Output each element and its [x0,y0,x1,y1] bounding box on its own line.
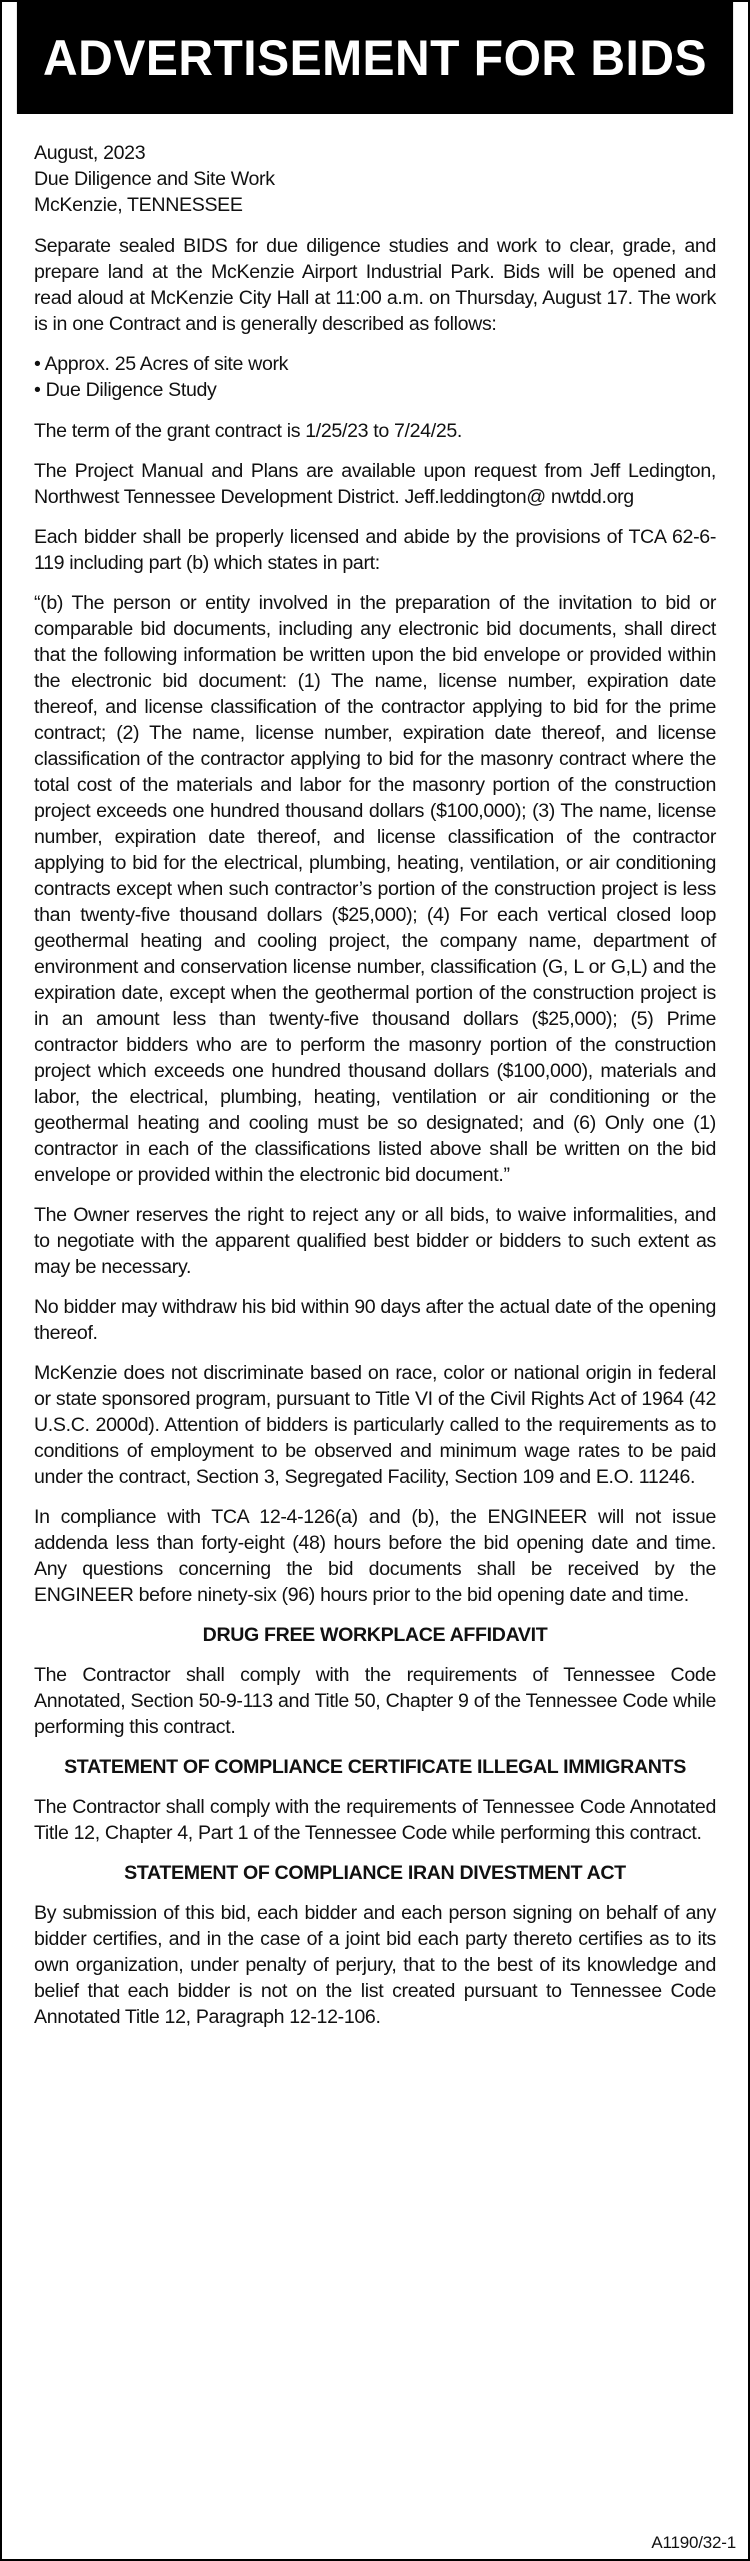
drug-free-heading: DRUG FREE WORKPLACE AFFIDAVIT [202,1624,548,1646]
reference-code: A1190/32-1 [651,2533,736,2552]
drug-free-body: The Contractor shall comply with the requirements of Tennessee Code Annotated, Section 50-9-113 and Title 50, Chapter 9 of the Tennessee Code while performing this contract. [34,1664,716,1738]
immigrants-body: The Contractor shall comply with the requirements of Tennessee Code Annotated Title 12, Chapter 4, Part 1 of the Tennessee Code while performing this contract. [34,1796,716,1844]
scope-item: • Approx. 25 Acres of site work [34,351,716,377]
intro-paragraph: Separate sealed BIDS for due diligence studies and work to clear, grade, and prepare land at the McKenzie Airport Industrial Park. Bids will be opened and read aloud at McKenzie City Hall at 11:00 a.m. on Thursday, August 17. The work is in one Contract and is generally described as follows: [34,235,716,335]
project-manual-paragraph: The Project Manual and Plans are available upon request from Jeff Ledington, Northwest Tennessee Development District. Jeff.leddington@ nwtdd.org [34,460,716,508]
scope-item: • Due Diligence Study [34,377,716,403]
withdrawal-paragraph: No bidder may withdraw his bid within 90 days after the actual date of the opening thereof. [34,1296,716,1344]
term-paragraph: The term of the grant contract is 1/25/23 to 7/24/25. [34,420,463,442]
iran-heading: STATEMENT OF COMPLIANCE IRAN DIVESTMENT ACT [124,1862,626,1884]
iran-body: By submission of this bid, each bidder and each person signing on behalf of any bidder certifies, and in the case of a joint bid each party thereto certifies as to its own organization, under penalty of perjury, that to the best of its knowledge and belief that each bidder is not on the list created pursuant to Tennessee Code Annotated Title 12, Paragraph 12-12-106. [34,1902,716,2028]
licensing-paragraph: Each bidder shall be properly licensed and abide by the provisions of TCA 62-6-119 including part (b) which states in part: [34,526,716,574]
ad-header [34,140,716,218]
scope-list [34,351,716,403]
project-name: Due Diligence and Site Work [34,168,275,190]
addenda-paragraph: In compliance with TCA 12-4-126(a) and (b), the ENGINEER will not issue addenda less than forty-eight (48) hours before the bid opening date and time. Any questions concerning the bid documents shall be received by the ENGINEER before ninety-six (96) hours prior to the bid opening date and time. [34,1506,716,1606]
ad-body [2,114,748,2030]
tca-quote: “(b) The person or entity involved in the preparation of the invitation to bid or comparable bid documents, including any electronic bid documents, shall direct that the following information be written upon the bid envelope or provided within the electronic bid document: (1) The name, license number, expiration date thereof, and license classification of the contractor applying to bid for the prime contract; (2) The name, license number, expiration date thereof, and license classification of the contractor applying to bid for the masonry contract where the total cost of the materials and labor for the masonry portion of the construction project exceeds one hundred thousand dollars ($100,000); (3) The name, license number, expiration date thereof, and license classification of the contractor applying to bid for the electrical, plumbing, heating, ventilation, or air conditioning contracts except when such contractor’s portion of the construction project is less than twenty-five thousand dollars ($25,000); (4) For each vertical closed loop geothermal heating and cooling project, the company name, department of environment and conservation license number, classification (G, L or G,L) and the expiration date, except when the geothermal portion of the construction project is in an amount less than twenty-five thousand dollars ($25,000); (5) Prime contractor bidders who are to perform the masonry portion of the construction project which exceeds one hundred thousand dollars ($100,000), materials and labor, the electrical, plumbing, heating, ventilation or air conditioning or the geothermal heating and cooling must be so designated; and (6) Only one (1) contractor in each of the classifications listed above shall be written on the bid envelope or provided within the electronic bid document.” [34,592,716,1186]
ad-title: ADVERTISEMENT FOR BIDS [17,2,733,114]
project-location: McKenzie, TENNESSEE [34,194,243,216]
owner-rights-paragraph: The Owner reserves the right to reject any or all bids, to waive informalities, and to negotiate with the apparent qualified best bidder or bidders to such extent as may be necessary. [34,1204,716,1278]
nondiscrimination-paragraph: McKenzie does not discriminate based on race, color or national origin in federal or state sponsored program, pursuant to Title VI of the Civil Rights Act of 1964 (42 U.S.C. 2000d). Attention of bidders is particularly called to the requirements as to conditions of employment to be observed and minimum wage rates to be paid under the contract, Section 3, Segregated Facility, Section 109 and E.O. 11246. [34,1362,716,1488]
immigrants-heading: STATEMENT OF COMPLIANCE CERTIFICATE ILLEGAL IMMIGRANTS [64,1756,686,1778]
ad-date: August, 2023 [34,142,146,164]
